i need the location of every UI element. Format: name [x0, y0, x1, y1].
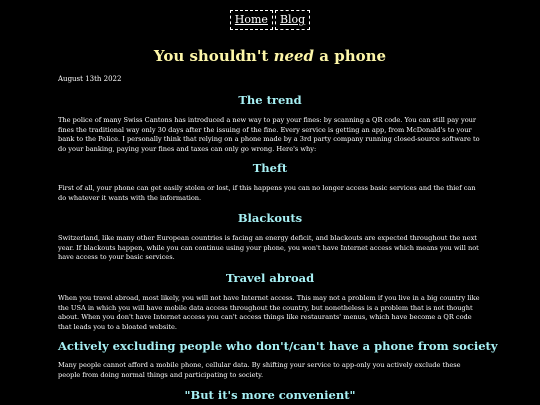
article-date: August 13th 2022	[58, 75, 122, 83]
title-emphasis: need	[273, 47, 315, 65]
nav-link-home[interactable]: Home	[230, 10, 273, 30]
section-text-blackouts: Switzerland, like many other European countries is facing an energy deficit, and blackouts are expected throughout the next year. If blackouts happen, while you can continue using your phone, you won't have Internet access which means you will not have access to your basic services.	[58, 234, 479, 261]
nav-link-blog[interactable]: Blog	[275, 10, 310, 30]
section-heading-convenient: "But it's more convenient"	[184, 388, 356, 402]
top-nav	[0, 10, 540, 30]
section-text-exclusion: Many people cannot afford a mobile phone, cellular data. By shifting your service to app-only you actively exclude these people from doing normal things and participating to society.	[58, 361, 461, 379]
section-text-trend: The police of many Swiss Cantons has introduced a new way to pay your fines: by scanning a QR code. You can still pay your fines the traditional way only 30 days after the issuing of the fine. Every service is getting an app, from McDonald's to your bank to the Police. I personally think that relying on a phone made by a 3rd party company running closed-source software to do your banking, paying your fines and taxes can only go wrong. Here's why:	[58, 116, 480, 153]
title-after: a phone	[314, 47, 387, 65]
section-heading-trend: The trend	[238, 93, 302, 107]
section-text-travel: When you travel abroad, most likely, you will not have Internet access. This may not a problem if you live in a big country like the USA in which you will have mobile data access throughout the country, but nonetheless is a problem that is not thought about. When you don't have Internet access you can't access things like restaurants' menus, which have become a QR code that leads you to a bloated website.	[58, 294, 480, 331]
section-heading-theft: Theft	[252, 161, 288, 175]
section-heading-blackouts: Blackouts	[237, 211, 303, 225]
section-heading-exclusion: Actively excluding people who don't/can't have a phone from society	[58, 339, 498, 353]
section-text-theft: First of all, your phone can get easily stolen or lost, if this happens you can no longer access basic services and the thief can do whatever it wants with the information.	[58, 184, 476, 202]
section-heading-travel: Travel abroad	[225, 271, 315, 285]
title-before: You shouldn't	[153, 47, 274, 65]
article-title	[58, 47, 482, 65]
